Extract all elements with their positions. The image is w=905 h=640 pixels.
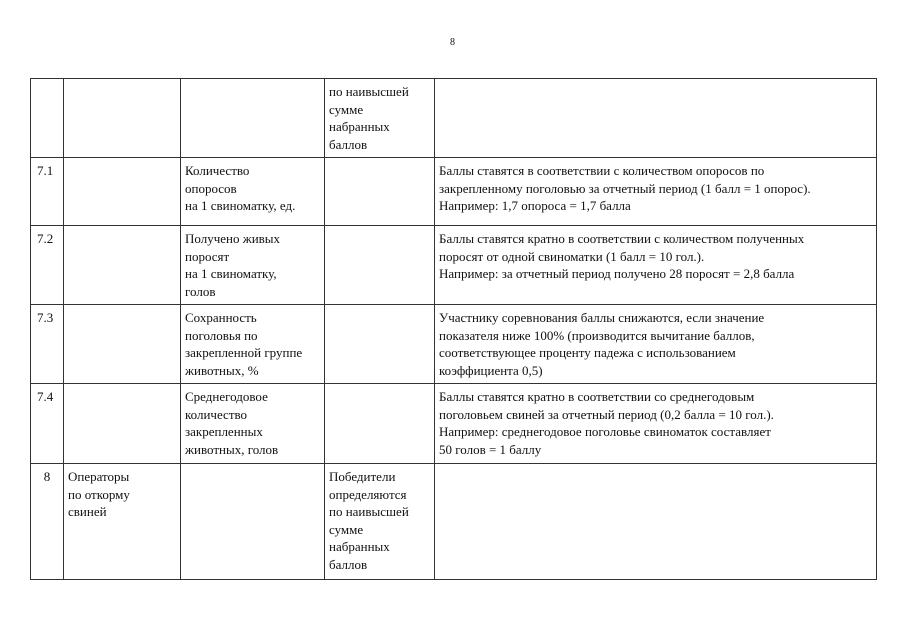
description-cell: Баллы ставятся кратно в соответствии со среднегодовым поголовьем свиней за отчетный период (0,2 балла = 10 гол.). Например: среднегодовое поголовье свиноматок составляет 50 голов = 1 баллу xyxy=(435,384,877,464)
method-cell xyxy=(325,384,435,464)
row-number-cell xyxy=(31,79,64,158)
page-number: 8 xyxy=(450,37,455,48)
indicator-cell xyxy=(181,79,325,158)
description-cell: Участнику соревнования баллы снижаются, если значение показателя ниже 100% (производится вычитание баллов, соответствующее проценту падежа с использованием коэффициента 0,5) xyxy=(435,305,877,384)
table-row xyxy=(31,79,877,158)
category-cell xyxy=(64,158,181,226)
description-cell: Баллы ставятся кратно в соответствии с количеством полученных поросят от одной свиноматки (1 балл = 10 гол.). Например: за отчетный период получено 28 поросят = 2,8 балла xyxy=(435,226,877,305)
table-row xyxy=(31,384,877,464)
method-cell: по наивысшей сумме набранных баллов xyxy=(325,79,435,158)
description-cell xyxy=(435,464,877,580)
indicator-cell: Сохранность поголовья по закрепленной группе животных, % xyxy=(181,305,325,384)
method-cell: Победители определяются по наивысшей сумме набранных баллов xyxy=(325,464,435,580)
category-cell xyxy=(64,226,181,305)
criteria-table xyxy=(30,78,877,580)
method-cell xyxy=(325,226,435,305)
method-cell xyxy=(325,158,435,226)
table-row xyxy=(31,158,877,226)
description-cell xyxy=(435,79,877,158)
table-row xyxy=(31,226,877,305)
table-row xyxy=(31,305,877,384)
category-cell xyxy=(64,305,181,384)
table-row xyxy=(31,464,877,580)
method-cell xyxy=(325,305,435,384)
category-cell xyxy=(64,384,181,464)
row-number-cell: 8 xyxy=(31,464,64,580)
row-number-cell: 7.4 xyxy=(31,384,64,464)
row-number-cell: 7.1 xyxy=(31,158,64,226)
category-cell: Операторы по откорму свиней xyxy=(64,464,181,580)
row-number-cell: 7.3 xyxy=(31,305,64,384)
indicator-cell: Получено живых поросят на 1 свиноматку, голов xyxy=(181,226,325,305)
row-number-cell: 7.2 xyxy=(31,226,64,305)
category-cell xyxy=(64,79,181,158)
indicator-cell: Количество опоросов на 1 свиноматку, ед. xyxy=(181,158,325,226)
indicator-cell xyxy=(181,464,325,580)
indicator-cell: Среднегодовое количество закрепленных животных, голов xyxy=(181,384,325,464)
description-cell: Баллы ставятся в соответствии с количеством опоросов по закрепленному поголовью за отчетный период (1 балл = 1 опорос). Например: 1,7 опороса = 1,7 балла xyxy=(435,158,877,226)
